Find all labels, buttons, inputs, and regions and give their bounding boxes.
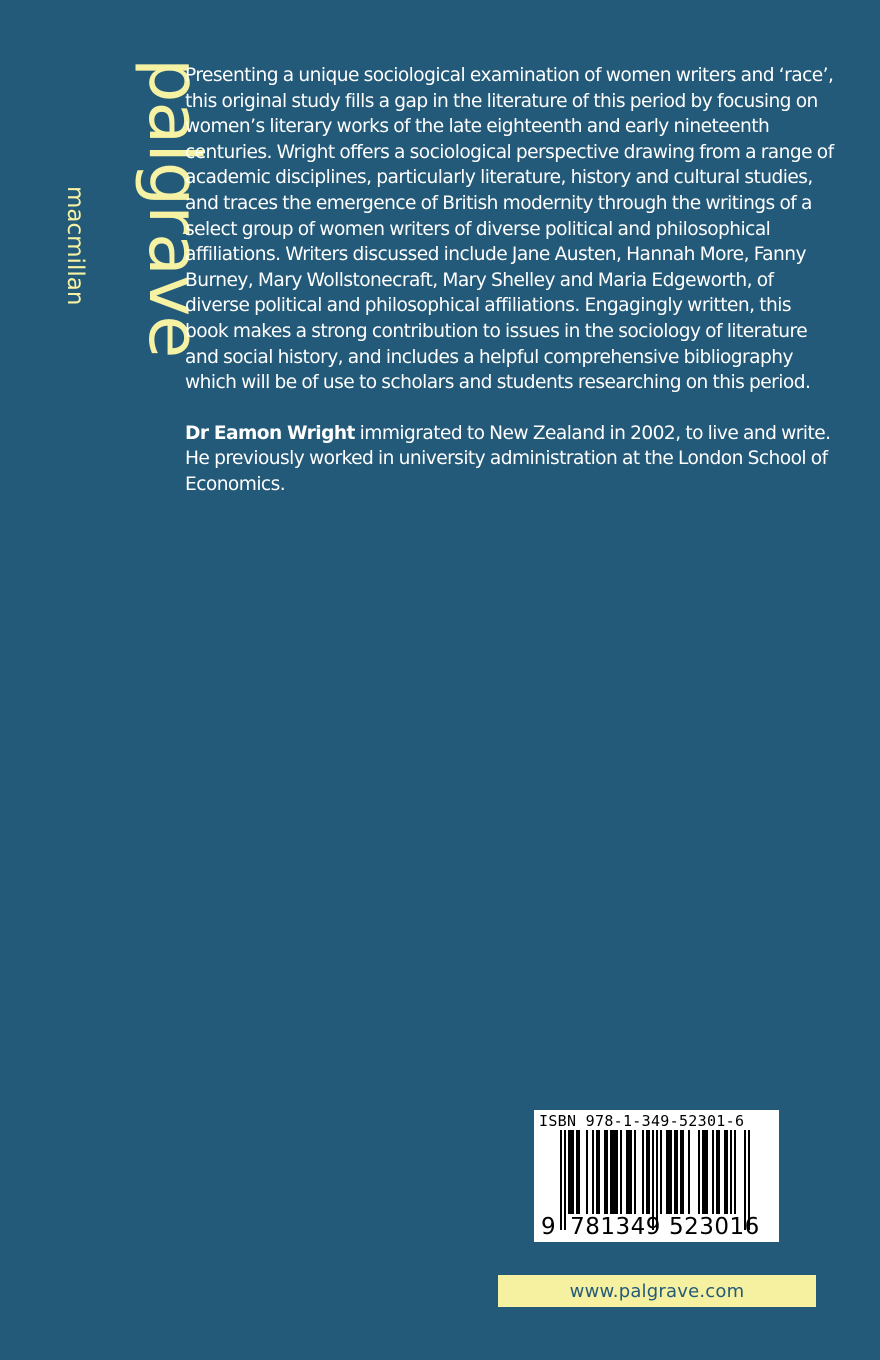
- logo-subtitle: macmillan: [62, 186, 88, 306]
- barcode-bar: [712, 1130, 714, 1214]
- website-url[interactable]: www.palgrave.com: [569, 1280, 745, 1302]
- author-bio: immigrated to New Zealand in 2002, to live and write. He previously worked in university administration at the London School of Economics.: [185, 422, 831, 495]
- barcode-bar: [716, 1130, 720, 1214]
- barcode-bar: [666, 1130, 672, 1214]
- barcode-left-group: 781349: [570, 1214, 661, 1240]
- author-bio-paragraph: [185, 421, 835, 498]
- barcode-bar: [634, 1130, 636, 1214]
- barcode-bar: [688, 1130, 690, 1214]
- barcode-bar: [620, 1130, 622, 1214]
- barcode-digits: [541, 1214, 760, 1240]
- barcode-bar: [660, 1130, 662, 1214]
- isbn-barcode: [534, 1110, 779, 1242]
- barcode-bar: [674, 1130, 678, 1214]
- barcode-bar: [698, 1130, 700, 1214]
- barcode-bar: [680, 1130, 684, 1214]
- book-blurb: [185, 63, 835, 498]
- publisher-logo: [62, 58, 215, 358]
- barcode-bar: [626, 1130, 632, 1214]
- barcode-bar: [730, 1130, 732, 1214]
- barcode-bar: [576, 1130, 580, 1214]
- barcode-bar: [702, 1130, 708, 1214]
- barcode-right-group: 523016: [668, 1214, 760, 1240]
- logo-wordmark: palgrave: [133, 58, 215, 358]
- barcode-first-digit: 9: [541, 1214, 557, 1240]
- website-bar: [498, 1275, 816, 1307]
- barcode-bar: [604, 1130, 608, 1214]
- barcode-bar: [596, 1130, 600, 1214]
- barcode-bar: [592, 1130, 594, 1214]
- barcode-bar: [586, 1130, 588, 1214]
- barcode-bar: [734, 1130, 736, 1214]
- barcode-bar: [642, 1130, 644, 1214]
- barcode-bar: [610, 1130, 618, 1214]
- author-name: Dr Eamon Wright: [185, 422, 355, 444]
- description-paragraph: Presenting a unique sociological examination of women writers and ‘race’, this original study fills a gap in the literature of this period by focusing on women’s literary works of the late eighteenth and early nineteenth centuries. Wright offers a sociological perspective drawing from a range of academic disciplines, particularly literature, history and cultural studies, and traces the emergence of British modernity through the writings of a select group of women writers of diverse political and philosophical affiliations. Writers discussed include Jane Austen, Hannah More, Fanny Burney, Mary Wollstonecraft, Mary Shelley and Maria Edgeworth, of diverse political and philosophical affiliations. Engagingly written, this book makes a strong contribution to issues in the sociology of literature and social history, and includes a helpful comprehensive bibliography which will be of use to scholars and students researching on this period.: [185, 65, 834, 394]
- barcode-bar: [568, 1130, 574, 1214]
- isbn-label: ISBN 978-1-349-52301-6: [539, 1112, 745, 1130]
- barcode-bar: [646, 1130, 650, 1214]
- barcode-bar: [724, 1130, 728, 1214]
